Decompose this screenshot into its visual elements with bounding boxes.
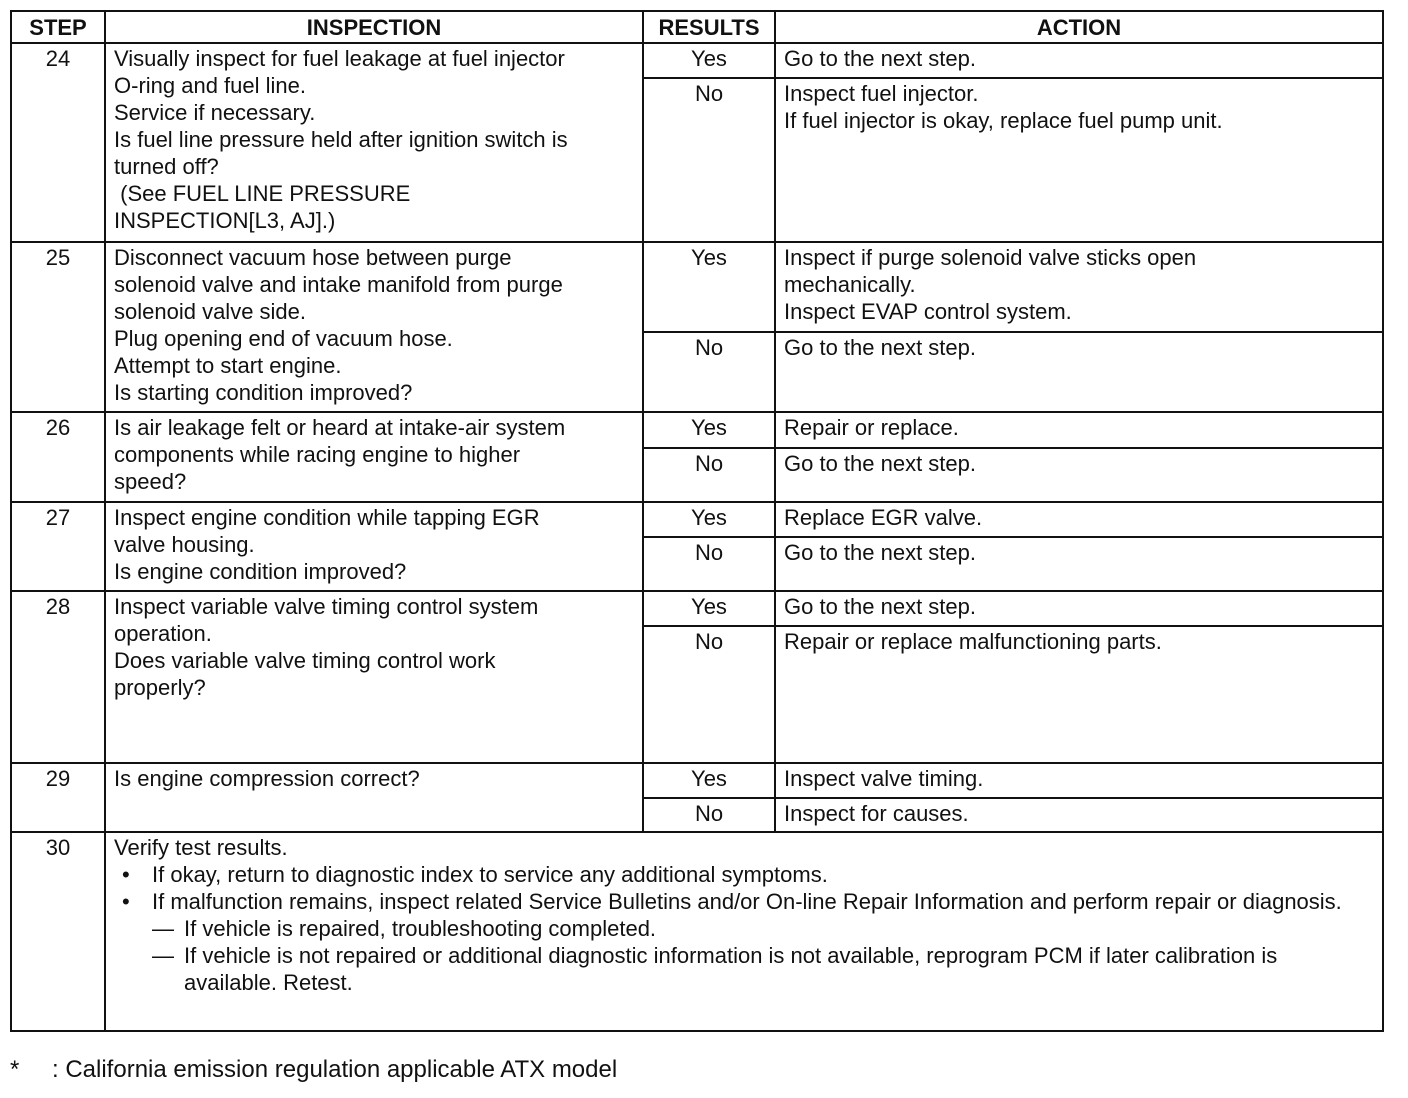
bullet-item bbox=[114, 888, 1368, 915]
action-line: Replace EGR valve. bbox=[784, 504, 983, 530]
diagnostic-procedure-sheet bbox=[10, 10, 1382, 1032]
action-cell bbox=[775, 502, 1383, 537]
header-inspection: INSPECTION bbox=[105, 11, 643, 43]
inspection-line: Is engine compression correct? bbox=[114, 765, 420, 791]
action-line: Inspect valve timing. bbox=[784, 765, 984, 791]
inspection-cell bbox=[105, 412, 643, 501]
result-yes: Yes bbox=[643, 242, 775, 332]
action-cell bbox=[775, 412, 1383, 447]
diagnostic-table bbox=[10, 10, 1384, 1032]
final-step-content bbox=[105, 832, 1383, 1031]
inspection-line: Does variable valve timing control work bbox=[114, 648, 496, 674]
inspection-line: Is starting condition improved? bbox=[114, 379, 413, 405]
inspection-cell bbox=[105, 763, 643, 832]
bullet-text: If malfunction remains, inspect related Service Bulletins and/or On-line Repair Information and perform repair or diagnosis. bbox=[152, 889, 1342, 915]
table-row bbox=[11, 43, 1383, 78]
final-step-intro: Verify test results. bbox=[114, 835, 288, 861]
result-no: No bbox=[643, 332, 775, 412]
footnote bbox=[10, 1055, 617, 1085]
inspection-line: Is engine condition improved? bbox=[114, 558, 407, 584]
inspection-line: Disconnect vacuum hose between purge bbox=[114, 244, 512, 270]
header-results: RESULTS bbox=[643, 11, 775, 43]
step-number: 28 bbox=[11, 591, 105, 763]
footnote-mark: * bbox=[10, 1056, 20, 1083]
inspection-line: INSPECTION[L3, AJ].) bbox=[114, 208, 336, 233]
inspection-line: Plug opening end of vacuum hose. bbox=[114, 325, 453, 351]
result-no: No bbox=[643, 78, 775, 242]
result-no: No bbox=[643, 798, 775, 832]
bullet-text: If okay, return to diagnostic index to service any additional symptoms. bbox=[152, 862, 828, 888]
step-number: 30 bbox=[11, 832, 105, 1031]
dash-item bbox=[114, 915, 1368, 942]
action-line: Go to the next step. bbox=[784, 539, 977, 565]
action-line: Repair or replace. bbox=[784, 415, 959, 441]
result-yes: Yes bbox=[643, 591, 775, 626]
action-cell bbox=[775, 43, 1383, 78]
inspection-line: components while racing engine to higher bbox=[114, 442, 521, 468]
inspection-line: (See FUEL LINE PRESSURE bbox=[114, 181, 411, 206]
step-number: 29 bbox=[11, 763, 105, 832]
header-action: ACTION bbox=[775, 11, 1383, 43]
dash-icon: — bbox=[152, 943, 174, 969]
header-step: STEP bbox=[11, 11, 105, 43]
inspection-cell bbox=[105, 591, 643, 763]
action-line: Inspect if purge solenoid valve sticks open bbox=[784, 244, 1197, 270]
dash-icon: — bbox=[152, 916, 174, 942]
inspection-line: valve housing. bbox=[114, 531, 255, 557]
action-line: If fuel injector is okay, replace fuel pump unit. bbox=[784, 108, 1223, 134]
bullet-icon: • bbox=[122, 889, 130, 915]
inspection-line: speed? bbox=[114, 469, 187, 495]
action-line: Repair or replace malfunctioning parts. bbox=[784, 629, 1162, 655]
result-yes: Yes bbox=[643, 763, 775, 798]
step-number: 27 bbox=[11, 502, 105, 591]
table-row-final-step bbox=[11, 832, 1383, 1031]
step-number: 25 bbox=[11, 242, 105, 413]
table-row bbox=[11, 242, 1383, 332]
action-cell bbox=[775, 537, 1383, 591]
result-no: No bbox=[643, 448, 775, 502]
inspection-line: Inspect variable valve timing control system bbox=[114, 594, 539, 620]
table-row bbox=[11, 591, 1383, 626]
inspection-cell bbox=[105, 242, 643, 413]
action-cell bbox=[775, 626, 1383, 763]
header-row bbox=[11, 11, 1383, 43]
inspection-line: turned off? bbox=[114, 154, 219, 179]
dash-text: If vehicle is repaired, troubleshooting completed. bbox=[184, 916, 657, 942]
inspection-line: Visually inspect for fuel leakage at fuel injector bbox=[114, 46, 565, 71]
dash-item bbox=[114, 942, 1368, 996]
action-line: Go to the next step. bbox=[784, 594, 977, 620]
action-line: Go to the next step. bbox=[784, 335, 977, 361]
result-yes: Yes bbox=[643, 43, 775, 78]
result-no: No bbox=[643, 626, 775, 763]
action-cell bbox=[775, 763, 1383, 798]
action-cell bbox=[775, 448, 1383, 502]
result-yes: Yes bbox=[643, 502, 775, 537]
action-cell bbox=[775, 78, 1383, 242]
bullet-item bbox=[114, 861, 1368, 888]
action-line: mechanically. bbox=[784, 271, 916, 297]
dash-text: If vehicle is not repaired or additional diagnostic information is not available, reprogram PCM if later calibration is available. Retest. bbox=[184, 943, 1278, 996]
table-row bbox=[11, 412, 1383, 447]
inspection-line: Attempt to start engine. bbox=[114, 352, 342, 378]
inspection-cell bbox=[105, 502, 643, 591]
inspection-line: Service if necessary. bbox=[114, 100, 316, 125]
bullet-icon: • bbox=[122, 862, 130, 888]
result-no: No bbox=[643, 537, 775, 591]
action-cell bbox=[775, 242, 1383, 332]
action-cell bbox=[775, 591, 1383, 626]
action-cell bbox=[775, 332, 1383, 412]
step-number: 26 bbox=[11, 412, 105, 501]
inspection-line: solenoid valve and intake manifold from purge bbox=[114, 271, 563, 297]
inspection-line: Inspect engine condition while tapping EGR bbox=[114, 504, 540, 530]
action-line: Go to the next step. bbox=[784, 450, 977, 476]
table-row bbox=[11, 763, 1383, 798]
inspection-cell bbox=[105, 43, 643, 242]
action-line: Inspect for causes. bbox=[784, 801, 969, 827]
action-line: Inspect fuel injector. bbox=[784, 81, 979, 107]
footnote-text: : California emission regulation applicable ATX model bbox=[52, 1056, 618, 1083]
inspection-line: Is air leakage felt or heard at intake-air system bbox=[114, 415, 566, 441]
action-cell bbox=[775, 798, 1383, 832]
result-yes: Yes bbox=[643, 412, 775, 447]
inspection-line: operation. bbox=[114, 621, 212, 647]
inspection-line: solenoid valve side. bbox=[114, 298, 307, 324]
inspection-line: O-ring and fuel line. bbox=[114, 73, 306, 98]
step-number: 24 bbox=[11, 43, 105, 242]
table-row bbox=[11, 502, 1383, 537]
inspection-line: Is fuel line pressure held after ignition switch is bbox=[114, 127, 568, 152]
action-line: Go to the next step. bbox=[784, 46, 977, 71]
action-line: Inspect EVAP control system. bbox=[784, 298, 1072, 324]
inspection-line: properly? bbox=[114, 675, 206, 701]
